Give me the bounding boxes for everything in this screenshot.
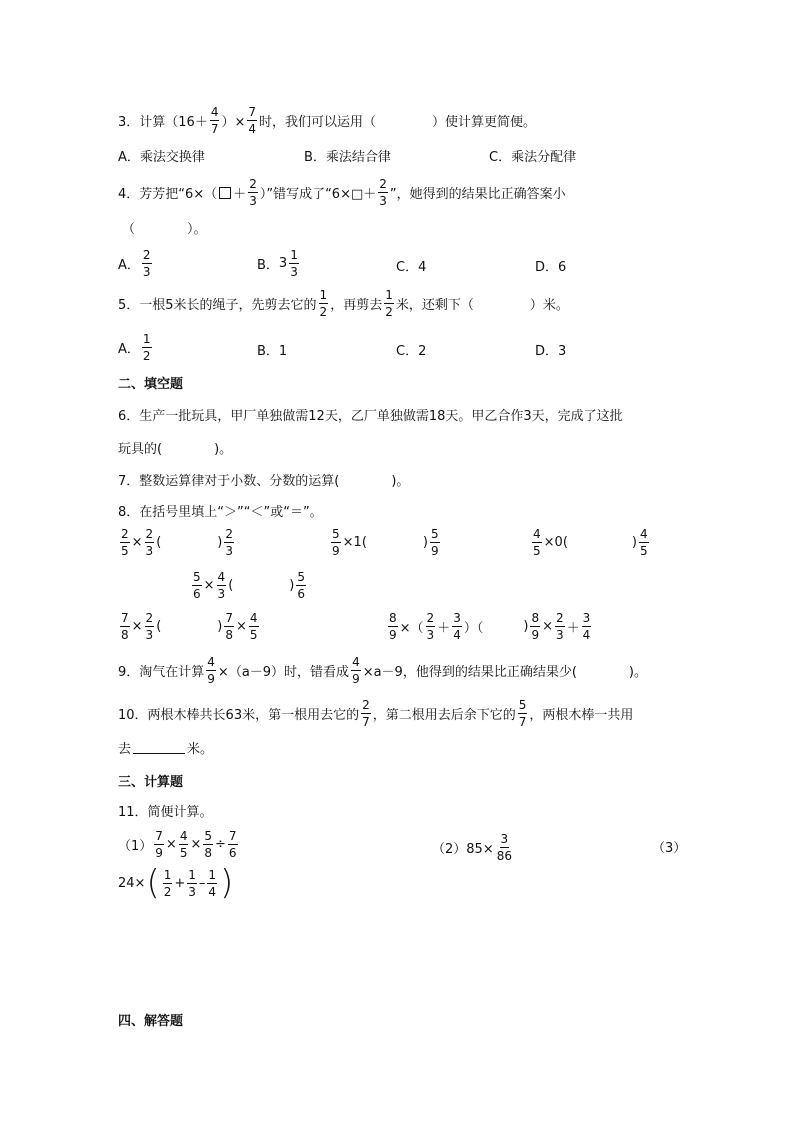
q3-option-c[interactable]: C．乘法分配律 [489,150,577,165]
q3-stem: 3．计算（16＋ $\frac{4}{7}$ ）× $\frac{7}{4}$ 时，我们可以运用（ ）使计算更简便。 [118,105,537,136]
section-heading-fill-blank: 二、填空题 [118,377,184,392]
fraction: $\frac{2}{3}$ [249,177,257,208]
section-heading-calculation: 三、计算题 [118,775,184,790]
q8-title: 8．在括号里填上“＞”“＜”或“＝”。 [118,505,323,520]
q5-option-d[interactable]: D．3 [535,344,567,359]
fraction: $\frac{1}{2}$ [319,288,328,319]
fraction: $\frac{1}{2}$ [142,332,151,363]
q4-option-d[interactable]: D．6 [535,260,567,275]
q3-option-b[interactable]: B．乘法结合律 [304,150,391,165]
q4-stem: 4．芳芳把“6×（ ＋ $\frac{2}{3}$ ）”错写成了“6×□＋ $\frac{2}{3}$ ”，她得到的结果比正确答案小 [118,177,566,208]
q11-part1: （1） $\frac{7}{9}$ × $\frac{4}{5}$ × $\frac{5}{8}$ ÷ $\frac{7}{6}$ [118,829,237,860]
section-heading-word-problems: 四、解答题 [118,1014,184,1029]
q9-stem: 9．淘气在计算 $\frac{4}{9}$ ×（a－9）时，错看成 $\frac{4}{9}$ ×a－9，他得到的结果比正确结果少( )。 [118,655,647,686]
q5-option-c[interactable]: C．2 [396,344,427,359]
q8-compare-b: $\frac{5}{9}$ ×1 ( ) $\frac{5}{9}$ [332,527,439,558]
q10-line2: 去 米。 [118,742,214,757]
q3-option-a[interactable]: A．乘法交换律 [118,150,205,165]
q4-stem-line2: （ ）。 [122,222,207,237]
fraction: $\frac{2}{3}$ [379,177,387,208]
right-paren: ) [220,863,234,903]
q4-option-b[interactable]: B． 3 $\frac{1}{3}$ [257,249,301,278]
q7-stem: 7．整数运算律对于小数、分数的运算( )。 [118,474,410,489]
q5-stem: 5．一根5米长的绳子，先剪去它的 $\frac{1}{2}$ ，再剪去 $\frac{1}{2}$ 米，还剩下（ ）米。 [118,288,569,319]
q6-line2: 玩具的( )。 [118,442,233,457]
q8-compare-d: $\frac{5}{6}$ × $\frac{4}{3}$ ( ) $\frac{5}{6}$ [193,570,305,601]
q10-stem: 10．两根木棒共长63米，第一根用去它的 $\frac{2}{7}$ ，第二根用去后余下它的 $\frac{5}{7}$ ，两根木棒一共用 [118,698,634,729]
q5-option-b[interactable]: B．1 [257,344,288,359]
blank-square [219,187,231,199]
q11-part3-expression: 24× ( $\frac{1}{2}$ + $\frac{1}{3}$ – $\frac{1}{4}$ ) [118,863,234,903]
mixed-number: 3 $\frac{1}{3}$ [278,248,298,279]
q4-option-c[interactable]: C．4 [396,260,427,275]
q8-compare-a: $\frac{2}{5}$ × $\frac{2}{3}$ ( ) $\frac{2}{3}$ [121,527,233,558]
q8-compare-c: $\frac{4}{5}$ ×0 ( ) $\frac{4}{5}$ [533,527,648,558]
q5-option-a[interactable]: A． $\frac{1}{2}$ [118,332,151,363]
fraction: $\frac{2}{3}$ [142,248,151,279]
fraction: $\frac{7}{4}$ [248,105,257,136]
q11-part2: （2）85× $\frac{3}{86}$ [432,832,512,863]
q11-part3-label: （3） [652,841,687,856]
q8-compare-e: $\frac{7}{8}$ × $\frac{2}{3}$ ( ) $\frac{7}{8}$ × $\frac{4}{5}$ [121,611,258,642]
fraction: $\frac{1}{2}$ [385,288,393,319]
answer-underline[interactable] [133,741,185,754]
left-paren: ( [146,863,160,903]
q8-compare-f: $\frac{8}{9}$ ×（ $\frac{2}{3}$ ＋ $\frac{3}{4}$ ）（ ) $\frac{8}{9}$ × $\frac{2}{3}$ ＋ $\frac{3}{4}$ [389,611,591,642]
q4-option-a[interactable]: A． $\frac{2}{3}$ [118,248,151,279]
fraction: $\frac{4}{7}$ [210,105,219,136]
q11-title: 11．简便计算。 [118,805,213,820]
q6-line1: 6．生产一批玩具，甲厂单独做需12天，乙厂单独做需18天。甲乙合作3天，完成了这批 [118,409,623,424]
